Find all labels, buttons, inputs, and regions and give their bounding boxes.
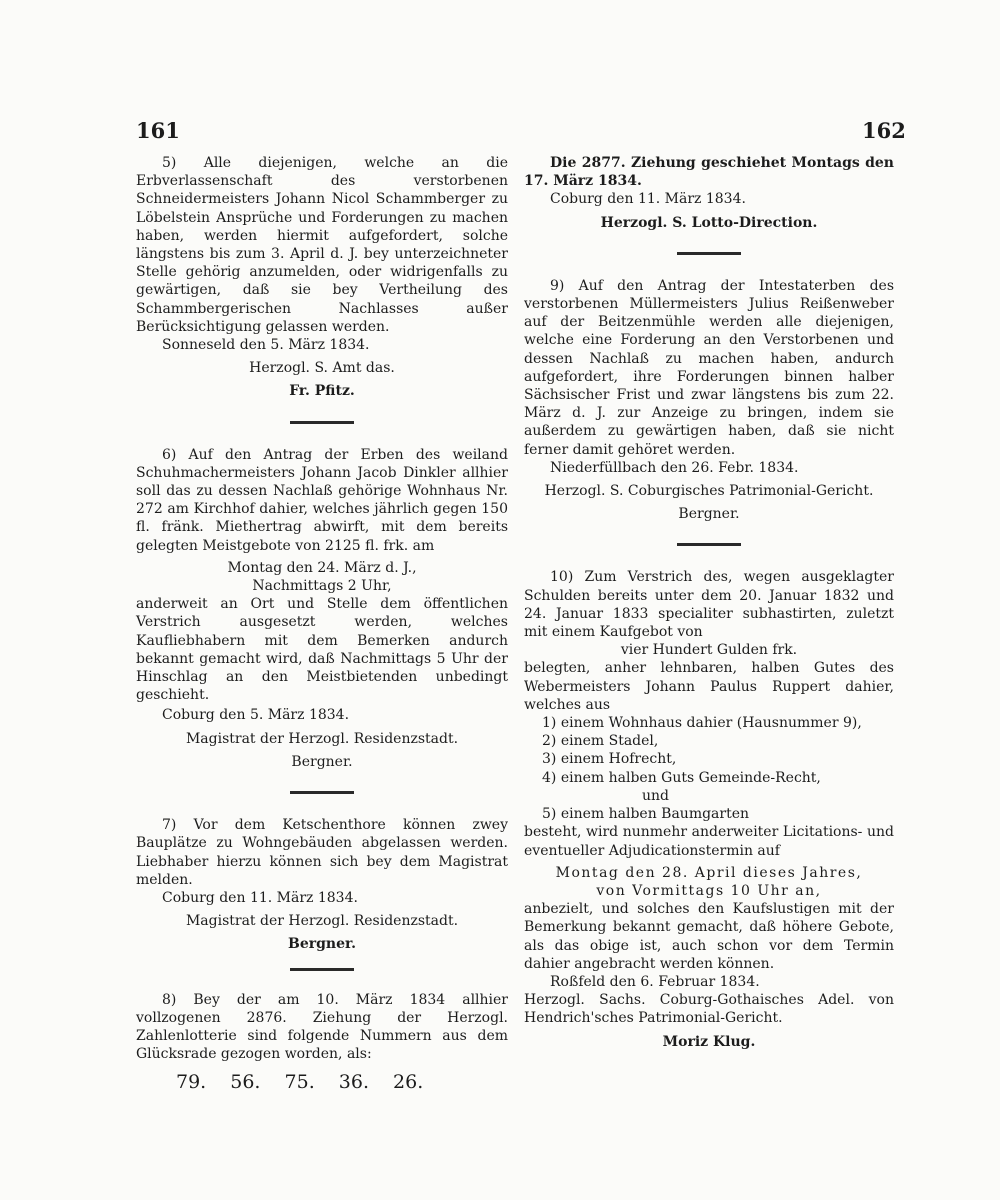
property-item: 4) einem halben Guts Gemeinde-Recht, [542, 769, 821, 786]
notice-5-place-date: Sonneseld den 5. März 1834. [162, 337, 370, 354]
notice-9-place-date: Niederfüllbach den 26. Febr. 1834. [550, 459, 799, 476]
notice-10-signature-office: Herzogl. Sachs. Coburg-Gothaisches Adel. von Hendrich'sches Patrimonial-Gericht. [524, 992, 894, 1027]
page-number-left: 161 [136, 118, 180, 143]
notice-9-signature-name: Bergner. [678, 506, 740, 523]
property-item: 5) einem halben Baumgarten [542, 806, 750, 823]
property-item: 2) einem Stadel, [542, 733, 659, 750]
notice-10-time: von Vormittags 10 Uhr an, [596, 882, 822, 899]
lottery-numbers: 79. 56. 75. 36. 26. [176, 1071, 424, 1094]
notice-7-signature-name: Bergner. [288, 936, 356, 953]
lotto-notice [524, 154, 894, 232]
notice-7 [136, 816, 508, 953]
notice-6-text-continued: anderweit an Ort und Stelle dem öffentlichen Verstrich ausgesetzt werden, welches Kaufliebhabern mit dem Bemerken andurch bekannt gemacht wird, daß Nachmittags 5 Uhr der Hinschlag an den Meistbietenden unbedingt geschieht. [136, 596, 508, 704]
notice-10-text-continued: belegten, anher lehnbaren, halben Gutes des Webermeisters Johann Paulus Ruppert dahier, welches aus [524, 660, 894, 713]
property-item: 1) einem Wohnhaus dahier (Hausnummer 9), [542, 715, 862, 732]
notice-6-time: Nachmittags 2 Uhr, [252, 578, 392, 595]
lotto-notice-signature: Herzogl. S. Lotto-Direction. [600, 214, 818, 231]
notice-9-signature-office: Herzogl. S. Coburgisches Patrimonial-Gericht. [544, 483, 874, 500]
section-divider [677, 543, 741, 546]
notice-7-signature-office: Magistrat der Herzogl. Residenzstadt. [185, 913, 459, 930]
notice-6-text: 6) Auf den Antrag der Erben des weiland Schuhmachermeisters Johann Jacob Dinkler allhier soll das zu dessen Nachlaß gehörige Wohnhaus Nr. 272 am Kirchhof dahier, welches jährlich gegen 150 fl. fränk. Miethertrag abwirft, mit dem bereits gelegten Meistgebote von 2125 fl. frk. am [136, 446, 508, 554]
section-divider [677, 252, 741, 255]
notice-10-place-date: Roßfeld den 6. Februar 1834. [550, 973, 760, 990]
section-divider [290, 421, 354, 424]
notice-10-signature-name: Moriz Klug. [662, 1033, 756, 1050]
notice-6-place-date: Coburg den 5. März 1834. [162, 707, 350, 724]
notice-10-text-term: besteht, wird nunmehr anderweiter Licitations- und eventueller Adjudicationstermin auf [524, 824, 894, 859]
notice-5-signature-office: Herzogl. S. Amt das. [249, 360, 395, 377]
notice-8-text: 8) Bey der am 10. März 1834 allhier vollzogenen 2876. Ziehung der Herzogl. Zahlenlotterie sind folgende Nummern aus dem Glücksrade gezogen worden, als: [136, 991, 508, 1063]
notice-6-signature-office: Magistrat der Herzogl. Residenzstadt. [185, 730, 459, 747]
notice-6-signature-name: Bergner. [291, 753, 353, 770]
property-item-conjunction: und [642, 787, 669, 804]
property-item: 3) einem Hofrecht, [542, 751, 677, 768]
notice-10-text-closing: anbezielt, und solches den Kaufslustigen mit der Bemerkung bekannt gemacht, daß höhere Gebote, als das obige ist, auch schon vor dem Termin dahier angebracht werden können. [524, 901, 894, 972]
notice-7-place-date: Coburg den 11. März 1834. [162, 889, 358, 906]
notice-10-amount: vier Hundert Gulden frk. [620, 642, 798, 659]
notice-7-text: 7) Vor dem Ketschenthore können zwey Bauplätze zu Wohngebäuden abgelassen werden. Liebhaber hierzu können sich bey dem Magistrat melden. [136, 817, 508, 888]
notice-6 [136, 446, 508, 771]
property-list [524, 714, 894, 823]
right-column [524, 154, 894, 1051]
section-divider [290, 791, 354, 794]
notice-10 [524, 568, 894, 1050]
notice-8 [136, 991, 508, 1092]
left-column [136, 154, 508, 1092]
notice-6-date: Montag den 24. März d. J., [227, 559, 417, 576]
notice-5-text: 5) Alle diejenigen, welche an die Erbverlassenschaft des verstorbenen Schneidermeisters Johann Nicol Schammberger zu Löbelstein Ansprüche und Forderungen zu machen haben, werden hiermit aufgefordert, solche längstens bis zum 3. April d. J. bey unterzeichneter Stelle gehörig anzumelden, oder widrigenfalls zu gewärtigen, daß sie bey Vertheilung des Schammbergerischen Nachlasses außer Berücksichtigung gelassen werden. [136, 155, 508, 335]
notice-10-date: Montag den 28. April dieses Jahres, [555, 864, 863, 881]
notice-10-text: 10) Zum Verstrich des, wegen ausgeklagter Schulden bereits unter dem 20. Januar 1832 und 24. Januar 1833 specialiter subhastirten, zuletzt mit einem Kaufgebot von [524, 569, 894, 641]
section-divider [290, 968, 354, 971]
lotto-notice-text: Die 2877. Ziehung geschiehet Montags den 17. März 1834. [524, 155, 894, 190]
notice-5-signature-name: Fr. Pfitz. [289, 383, 355, 400]
notice-9 [524, 277, 894, 524]
notice-9-text: 9) Auf den Antrag der Intestaterben des verstorbenen Müllermeisters Julius Reißenweber auf der Beitzenmühle werden alle diejenigen, welche eine Forderung an den Verstorbenen und dessen Nachlaß zu machen haben, andurch aufgefordert, ihre Forderungen binnen halber Sächsischer Frist und zwar längstens bis zum 22. März d. J. zur Anzeige zu bringen, indem sie außerdem zu gewärtigen haben, daß sie nicht ferner damit gehöret werden. [524, 277, 894, 458]
notice-5 [136, 154, 508, 401]
lotto-notice-place-date: Coburg den 11. März 1834. [550, 191, 746, 208]
page-number-right: 162 [862, 118, 906, 143]
